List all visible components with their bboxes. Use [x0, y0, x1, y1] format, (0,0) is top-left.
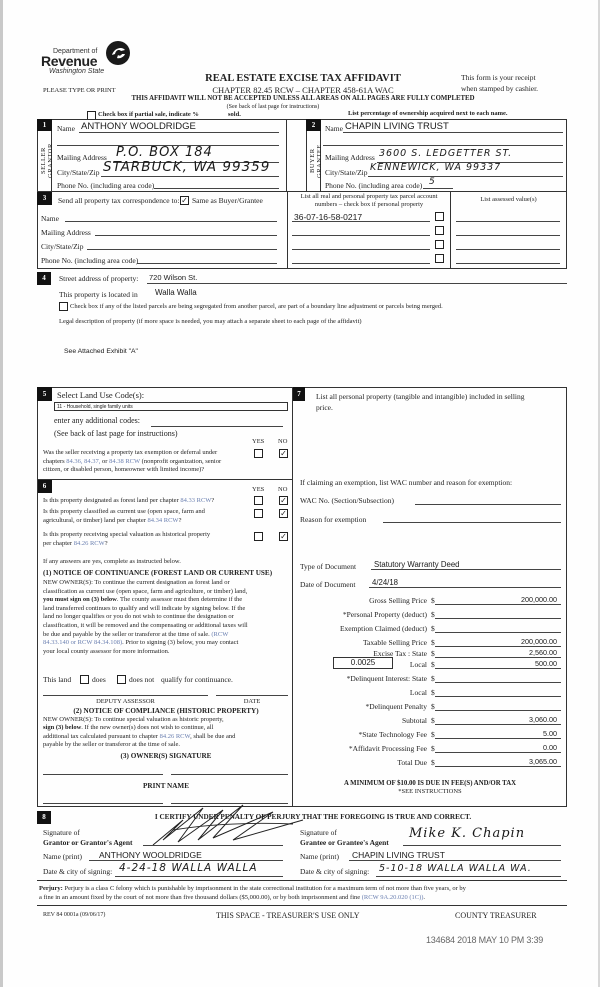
- designation-yes-header: YES: [252, 486, 265, 493]
- section-5-badge: 5: [37, 387, 52, 401]
- grantor-name-line: [89, 860, 283, 861]
- this-land-label: This land: [43, 675, 72, 684]
- grantee-signature-label: Signature of Grantee or Grantee's Agent: [300, 828, 389, 847]
- assessed-row-2-line[interactable]: [456, 235, 560, 236]
- corr-name-line[interactable]: [65, 221, 277, 222]
- corr-mailing-line[interactable]: [95, 235, 277, 236]
- buyer-name-line: [343, 132, 563, 133]
- notice-compliance-title: (2) NOTICE OF COMPLIANCE (HISTORIC PROPERTY): [73, 707, 259, 715]
- grantor-signature[interactable]: [143, 800, 313, 850]
- revenue-logo: [41, 40, 131, 80]
- total-due-currency: $: [431, 758, 435, 767]
- doc-type-line: [371, 569, 561, 570]
- grantor-name-value[interactable]: ANTHONY WOOLDRIDGE: [99, 850, 202, 860]
- section-8-badge: 8: [37, 811, 51, 824]
- assessor-date-line[interactable]: [216, 695, 288, 696]
- treasurer-use-label: THIS SPACE - TREASURER'S USE ONLY: [216, 911, 360, 920]
- parcel-row-2-checkbox[interactable]: [435, 226, 444, 235]
- exemption-reason-label: Reason for exemption: [300, 515, 367, 524]
- delinquent-penalty-label: *Delinquent Penalty: [365, 702, 427, 711]
- designation-no-header: NO: [278, 486, 288, 493]
- correspondence-label: Send all property tax correspondence to:: [58, 196, 180, 205]
- type-or-print: PLEASE TYPE OR PRINT: [43, 87, 116, 94]
- parties-divider-horizontal: [37, 191, 567, 192]
- excise-state-label: Excise Tax : State: [373, 649, 427, 658]
- form-title: REAL ESTATE EXCISE TAX AFFIDAVIT: [205, 73, 401, 84]
- land-does-checkbox[interactable]: [80, 675, 89, 684]
- completion-warning: THIS AFFIDAVIT WILL NOT BE ACCEPTED UNLESS ALL AREAS ON ALL PAGES ARE FULLY COMPLETED: [131, 95, 475, 102]
- parcel-row-4-checkbox[interactable]: [435, 254, 444, 263]
- owner-signature-line-1[interactable]: [43, 774, 163, 775]
- parcel-row-1-line: [292, 221, 430, 222]
- doc-date-line: [369, 587, 561, 588]
- grantor-date-label: Date & city of signing:: [43, 867, 113, 876]
- corr-city-label: City/State/Zip: [41, 242, 84, 251]
- taxable-selling-price-label: Taxable Selling Price: [362, 638, 427, 647]
- current-use-question: Is this property classified as current use (open space, farm and agricultural, or timber) land per chapter 84.34 RCW?: [43, 508, 205, 524]
- grantee-name-line: [349, 860, 561, 861]
- receipt-note-1: This form is your receipt: [461, 73, 536, 82]
- historic-yes-checkbox[interactable]: [254, 532, 263, 541]
- grantee-date-label: Date & city of signing:: [300, 867, 370, 876]
- excise-local-value[interactable]: 500.00: [535, 659, 557, 668]
- parcel-row-4-line[interactable]: [292, 263, 430, 264]
- same-as-buyer-checkbox[interactable]: ✓: [181, 196, 188, 205]
- exemption-yes-header: YES: [252, 438, 265, 445]
- delinquent-interest-local-label: Local: [409, 688, 427, 697]
- delinquent-interest-state-line[interactable]: [435, 682, 561, 683]
- parties-divider-vertical: [286, 119, 287, 192]
- gross-selling-price-label: Gross Selling Price: [369, 596, 427, 605]
- located-value[interactable]: Walla Walla: [155, 288, 197, 297]
- certification-statement: I CERTIFY UNDER PENALTY OF PERJURY THAT THE FOREGOING IS TRUE AND CORRECT.: [154, 813, 472, 821]
- personal-property-deduct-label: *Personal Property (deduct): [342, 610, 427, 619]
- subtotal-currency: $: [431, 716, 435, 725]
- legal-description-value[interactable]: See Attached Exhibit "A": [64, 348, 138, 355]
- located-label: This property is located in: [59, 290, 138, 299]
- seller-city-line: [101, 176, 279, 177]
- additional-codes-line[interactable]: [151, 426, 283, 427]
- grantor-name-label: Name (print): [43, 852, 82, 861]
- owner-signature-line-2[interactable]: [171, 774, 288, 775]
- assessed-row-3-line[interactable]: [456, 249, 560, 250]
- exemption-no-header: NO: [278, 438, 288, 445]
- buyer-mailing-label: Mailing Address: [325, 153, 375, 162]
- gross-selling-price-value[interactable]: 200,000.00: [521, 595, 557, 604]
- assessed-header: List assessed value(s): [480, 196, 537, 203]
- land-does-not-label: does not: [129, 675, 155, 684]
- minimum-due-note: A MINIMUM OF $10.00 IS DUE IN FEE(S) AND/OR TAX: [343, 780, 517, 787]
- exemption-reason-line[interactable]: [383, 522, 561, 523]
- buyer-name-line-2: [323, 145, 563, 146]
- technology-fee-line: [435, 738, 561, 739]
- processing-fee-label: *Affidavit Processing Fee: [348, 744, 427, 753]
- wac-input-line[interactable]: [415, 504, 561, 505]
- wac-label: WAC No. (Section/Subsection): [300, 496, 394, 505]
- section-1-badge: 1: [37, 119, 52, 131]
- excise-local-currency: $: [431, 660, 435, 669]
- processing-fee-line: [435, 752, 561, 753]
- exemption-no-checkbox[interactable]: ✓: [280, 449, 287, 458]
- grantee-date-line: [376, 876, 561, 877]
- corr-city-line[interactable]: [87, 249, 277, 250]
- parcel-row-1-checkbox[interactable]: [435, 212, 444, 221]
- if-yes-note: If any answers are yes, complete as instructed below.: [43, 558, 181, 565]
- personal-property-deduct-currency: $: [431, 610, 435, 619]
- personal-property-label: List all personal property (tangible and intangible) included in selling price.: [316, 392, 525, 412]
- print-name-label: PRINT NAME: [143, 782, 189, 790]
- technology-fee-label: *State Technology Fee: [358, 730, 427, 739]
- parcel-row-1-number[interactable]: 36-07-16-58-0217: [294, 212, 363, 222]
- segregated-checkbox[interactable]: [59, 302, 68, 311]
- seller-name-value[interactable]: ANTHONY WOOLDRIDGE: [81, 121, 196, 132]
- corr-mailing-label: Mailing Address: [41, 228, 91, 237]
- forest-land-question: Is this property designated as forest land per chapter 84.33 RCW?: [43, 497, 215, 504]
- seller-name-label: Name: [57, 124, 75, 133]
- land-use-code-select[interactable]: 11 - Household, single family units: [54, 402, 288, 411]
- excise-local-label: Local: [409, 660, 427, 669]
- grantor-signature-label: Signature of Grantor or Grantor's Agent: [43, 828, 133, 847]
- section-4-badge: 4: [37, 272, 51, 285]
- assessor-date-label: DATE: [243, 698, 261, 705]
- excise-state-currency: $: [431, 649, 435, 658]
- notice-compliance-body: NEW OWNER(S): To continue special valuation as historic property, sign (3) below. If the new owner(s) does not wish to continue, all additional tax calculated pursuant to chapter 84.26 RCW, shall be due and payable by the seller or transferor at the time of sale.: [43, 716, 236, 748]
- delinquent-interest-state-currency: $: [431, 674, 435, 683]
- total-due-label: Total Due: [397, 758, 427, 767]
- section-6-badge: 6: [37, 480, 52, 493]
- street-label: Street address of property:: [59, 274, 139, 283]
- land-does-label: does: [92, 675, 106, 684]
- owner-signature-label: (3) OWNER(S) SIGNATURE: [120, 752, 212, 760]
- partial-sale-label: Check box if partial sale, indicate %: [98, 111, 199, 118]
- seller-mailing-label: Mailing Address: [57, 153, 107, 162]
- subtotal-label: Subtotal: [401, 716, 427, 725]
- historic-question: Is this property receiving special valuation as historical property per chapter 84.26 RCW?: [43, 531, 211, 547]
- delinquent-penalty-line[interactable]: [435, 710, 561, 711]
- parcels-divider-1: [287, 192, 288, 269]
- buyer-name-label: Name: [325, 124, 343, 133]
- parcels-divider-2: [450, 192, 451, 269]
- buyer-mailing-value[interactable]: 3600 S. LEDGETTER ST.: [379, 148, 513, 159]
- doc-date-label: Date of Document: [300, 580, 356, 589]
- buyer-side-label: BUYER GRANTEE: [309, 144, 323, 178]
- notice-continuance-body: NEW OWNER(S): To continue the current designation as forest land or classification as current use (open space, farm and agriculture, or timber) land, you must sign on (3) below. The county assessor must then determine if the land transferred continues to qualify and will indicate by signing below. If the land no longer qualifies or you do not wish to continue the designation or classification, it will be removed and the compensating or additional taxes will be due and payable by the seller or transferor at the time of sale. (RCW 84.33.140 or RCW 84.34.108). Prior to signing (3) below, you may contact your local county assessor for more information.: [43, 579, 248, 655]
- street-value[interactable]: 720 Wilson St.: [149, 273, 198, 282]
- subtotal-value[interactable]: 3,060.00: [529, 715, 557, 724]
- forest-land-yes-checkbox[interactable]: [254, 496, 263, 505]
- local-rate-field[interactable]: 0.0025: [333, 657, 393, 669]
- total-due-line: [435, 766, 561, 767]
- exemption-claim-label: If claiming an exemption, list WAC number and reason for exemption:: [300, 478, 513, 487]
- section-6-left-border: [37, 480, 38, 807]
- delinquent-interest-local-line[interactable]: [435, 696, 561, 697]
- subtotal-line: [435, 724, 561, 725]
- segregated-label: Check box if any of the listed parcels are being segregated from another parcel, are part of a boundary line adjustment or parcels being merged.: [70, 303, 443, 310]
- grantee-date-value[interactable]: 5-10-18 WALLA WALLA WA.: [379, 863, 532, 874]
- grantor-date-line: [115, 876, 283, 877]
- see-instructions-note: *SEE INSTRUCTIONS: [398, 788, 462, 795]
- buyer-name-value[interactable]: CHAPIN LIVING TRUST: [345, 121, 449, 132]
- grantee-signature[interactable]: Mike K. Chapin: [409, 826, 526, 841]
- revision-number: REV 84 0001a (09/06/17): [43, 912, 106, 918]
- section-6-divider: [37, 479, 293, 480]
- exemption-question: Was the seller receiving a property tax exemption or deferral under chapters 84.36, 84.37, or 84.38 RCW (nonprofit organization, senior citizen, or disabled person, homeowner with limited income)?: [43, 449, 222, 473]
- treasurer-stamp: 134684 2018 MAY 10 PM 3:39: [426, 935, 544, 945]
- delinquent-interest-local-currency: $: [431, 688, 435, 697]
- current-use-no-checkbox[interactable]: ✓: [280, 509, 287, 518]
- see-back-note: (See back of last page for instructions): [226, 104, 320, 110]
- assessed-row-1-line[interactable]: [456, 221, 560, 222]
- section-7-badge: 7: [293, 387, 305, 401]
- assessed-row-4-line[interactable]: [456, 263, 560, 264]
- taxable-selling-price-currency: $: [431, 638, 435, 647]
- historic-no-checkbox[interactable]: ✓: [280, 532, 287, 541]
- logo-swoosh-icon: [105, 40, 131, 66]
- land-use-label: Select Land Use Code(s):: [57, 390, 145, 400]
- buyer-city-line: [368, 176, 563, 177]
- land-does-not-checkbox[interactable]: [117, 675, 126, 684]
- doc-type-label: Type of Document: [300, 562, 357, 571]
- grantee-name-value[interactable]: CHAPIN LIVING TRUST: [352, 850, 445, 860]
- qualify-label: qualify for continuance.: [161, 675, 233, 684]
- notice-continuance-title: (1) NOTICE OF CONTINUANCE (FOREST LAND OR CURRENT USE): [43, 569, 273, 577]
- total-due-value[interactable]: 3,065.00: [529, 757, 557, 766]
- parcel-row-3-checkbox[interactable]: [435, 240, 444, 249]
- forest-land-no-checkbox[interactable]: ✓: [280, 496, 287, 505]
- grantee-signature-line: [403, 845, 561, 846]
- corr-name-label: Name: [41, 214, 59, 223]
- seller-city-label: City/State/Zip: [57, 168, 100, 177]
- seller-name-line: [79, 132, 279, 133]
- parcels-header: List all real and personal property tax parcel account numbers – check box if personal property: [300, 193, 438, 208]
- gross-selling-price-line: [435, 604, 561, 605]
- street-line: [147, 283, 567, 284]
- processing-fee-value[interactable]: 0.00: [543, 743, 557, 752]
- section-2-badge: 2: [306, 119, 321, 131]
- buyer-phone-label: Phone No. (including area code): [325, 181, 423, 190]
- grantee-name-label: Name (print): [300, 852, 339, 861]
- doc-type-value[interactable]: Statutory Warranty Deed: [374, 560, 460, 569]
- grantor-date-value[interactable]: 4-24-18 WALLA WALLA: [119, 862, 258, 874]
- taxable-selling-price-line: [435, 646, 561, 647]
- gross-selling-price-currency: $: [431, 596, 435, 605]
- buyer-city-label: City/State/Zip: [325, 168, 368, 177]
- buyer-phone-value[interactable]: 5: [429, 177, 436, 187]
- current-use-yes-checkbox[interactable]: [254, 509, 263, 518]
- seller-phone-line[interactable]: [154, 188, 279, 189]
- parcel-row-2-line[interactable]: [292, 235, 430, 236]
- delinquent-penalty-currency: $: [431, 702, 435, 711]
- receipt-note-2: when stamped by cashier.: [461, 84, 539, 93]
- grantor-signature-line: [143, 845, 283, 846]
- logo-state-text: Washington State: [49, 68, 105, 75]
- buyer-phone-line: [423, 188, 453, 189]
- taxable-selling-price-value[interactable]: 200,000.00: [521, 637, 557, 646]
- parcel-row-3-line[interactable]: [292, 249, 430, 250]
- technology-fee-currency: $: [431, 730, 435, 739]
- delinquent-interest-state-label: *Delinquent Interest: State: [346, 674, 427, 683]
- processing-fee-currency: $: [431, 744, 435, 753]
- logo-revenue-text: Revenue: [41, 53, 98, 69]
- land-use-see-back: (See back of last page for instructions): [54, 429, 178, 438]
- buyer-city-value[interactable]: KENNEWICK, WA 99337: [370, 162, 502, 173]
- exemption-yes-checkbox[interactable]: [254, 449, 263, 458]
- perjury-divider: [37, 880, 567, 881]
- legal-description-label: Legal description of property (if more space is needed, you may attach a separate sheet to each page of the affidavit): [59, 318, 362, 325]
- excise-state-value[interactable]: 2,560.00: [529, 648, 557, 657]
- technology-fee-value[interactable]: 5.00: [543, 729, 557, 738]
- deputy-assessor-line[interactable]: [43, 695, 208, 696]
- exemption-claimed-line: [435, 632, 561, 633]
- county-treasurer-label: COUNTY TREASURER: [455, 911, 537, 920]
- doc-date-value[interactable]: 4/24/18: [372, 578, 399, 587]
- corr-phone-line[interactable]: [137, 263, 277, 264]
- personal-property-deduct-line: [435, 618, 561, 619]
- perjury-notice: Perjury: Perjury is a class C felony which is punishable by imprisonment in the state correctional institution for a maximum term of not more than five years, or by a fine in an amount fixed by the court of not more than five thousand dollars ($5,000.00), or by both imprisonment and fine (RCW 9A.20.020 (1C)).: [39, 885, 466, 901]
- additional-codes-label: enter any additional codes:: [54, 416, 140, 425]
- seller-city-value[interactable]: STARBUCK, WA 99359: [103, 159, 271, 175]
- exemption-claimed-label: Exemption Claimed (deduct): [339, 624, 427, 633]
- ownership-note: List percentage of ownership acquired next to each name.: [348, 110, 508, 117]
- exemption-claimed-currency: $: [431, 624, 435, 633]
- footer-divider: [37, 905, 567, 906]
- same-as-buyer-label: Same as Buyer/Grantee: [192, 196, 263, 205]
- excise-local-line: [435, 668, 561, 669]
- form-subtitle: CHAPTER 82.45 RCW – CHAPTER 458-61A WAC: [212, 85, 394, 95]
- seller-mailing-value[interactable]: P.O. BOX 184: [116, 145, 213, 160]
- deputy-assessor-label: DEPUTY ASSESSOR: [96, 698, 155, 705]
- partial-sale-sold: sold.: [228, 111, 241, 118]
- corr-phone-label: Phone No. (including area code): [41, 256, 139, 265]
- section-3-badge: 3: [37, 192, 52, 205]
- excise-state-line: [435, 657, 561, 658]
- logo-dept-text: Department of: [53, 48, 98, 55]
- seller-phone-label: Phone No. (including area code): [57, 181, 155, 190]
- seller-side-label: SELLER GRANTOR: [40, 143, 54, 179]
